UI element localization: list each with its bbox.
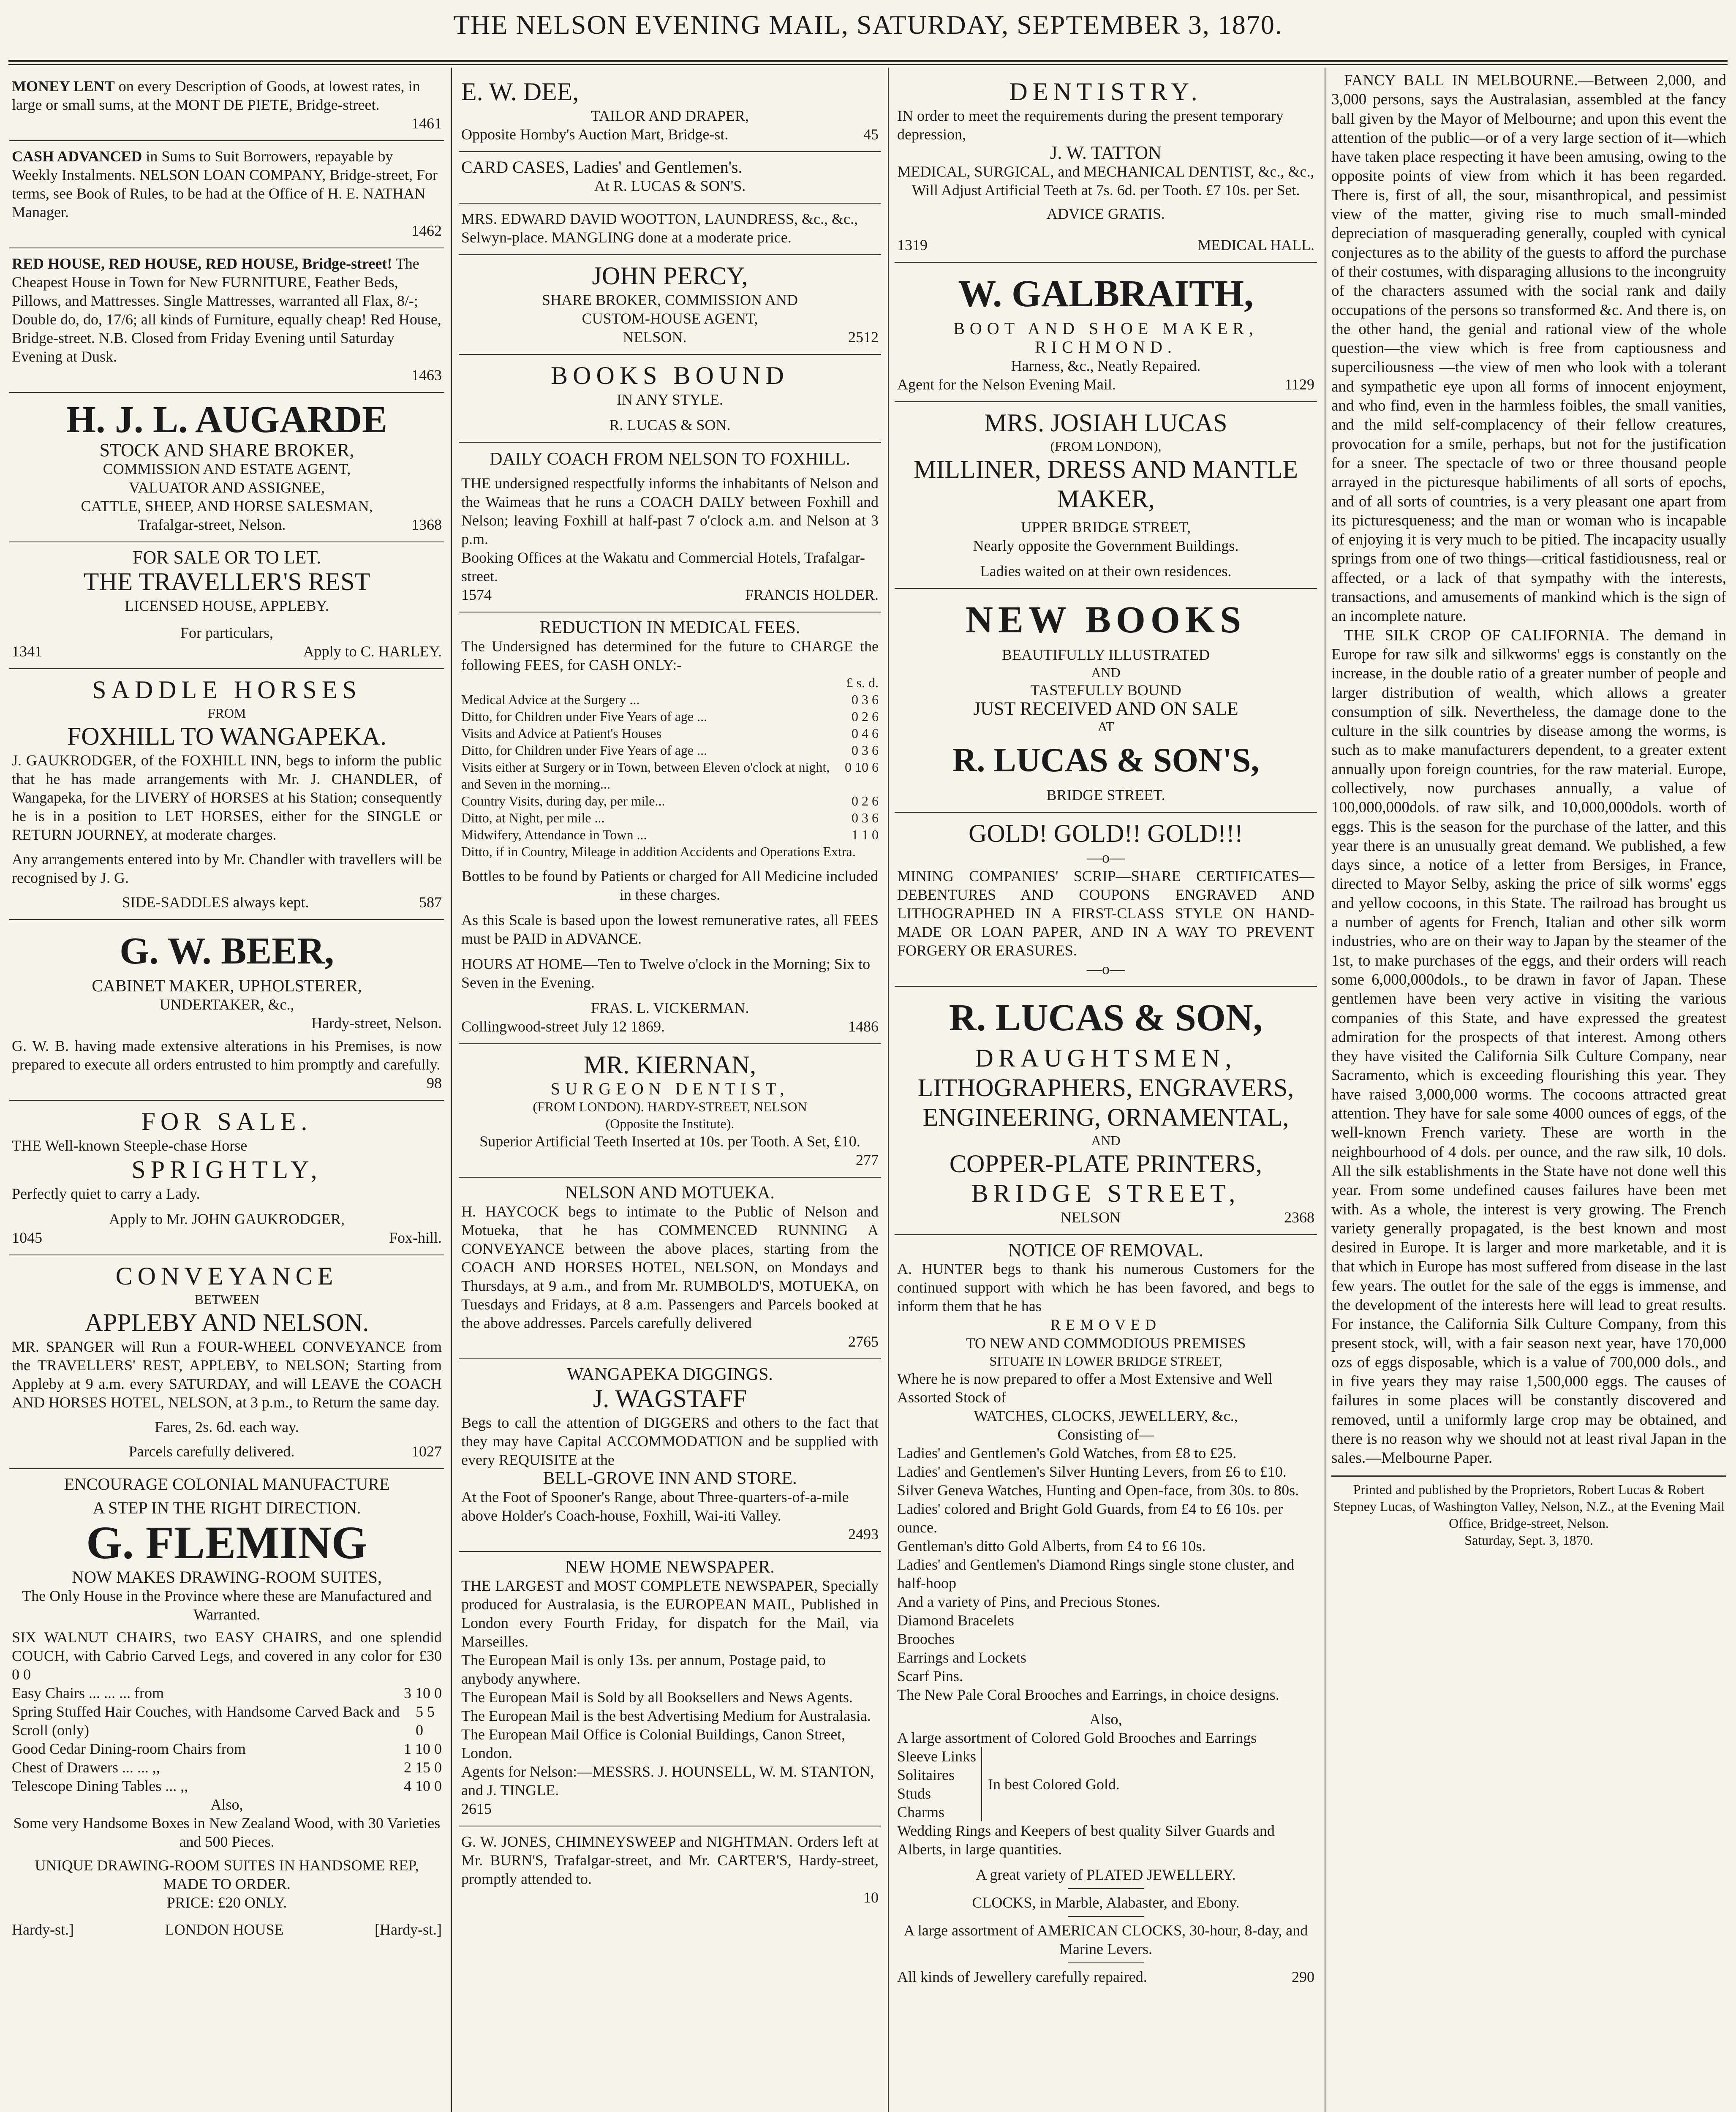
ad-new-home-newspaper [459,1552,881,1826]
ad-name: MR. KIERNAN, [583,1051,756,1079]
ad-percy [459,255,881,355]
ad-number: 1574 [461,586,492,603]
ad-wootton [459,204,881,255]
fee-row [461,691,879,708]
fee-row [461,708,879,725]
ad-line: All kinds of Jewellery carefully repaired. [897,1968,1147,1985]
ad-title: NEW HOME NEWSPAPER. [565,1557,775,1577]
fee-row [461,826,879,843]
ad-line: WATCHES, CLOCKS, JEWELLERY, &c., [974,1407,1238,1424]
ad-title: MONEY LENT [12,78,115,95]
fee-value: 0 3 6 [852,692,879,707]
ad-line: (Opposite the Institute). [605,1116,735,1131]
ad-line: UPPER BRIDGE STREET, [1020,519,1191,536]
ad-text: MR. SPANGER will Run a FOUR-WHEEL CONVEYANCE from the TRAVELLERS' REST, APPLEBY, to NELSON; Starting from Appleby at 9 a.m. every SATURDAY, and will LEAVE the COACH AND HORSES HOTEL, NELSON, at 3 p.m., to Return the same day. [12,1338,442,1411]
ad-line: TASTEFULLY BOUND [1030,682,1181,699]
ad-line: COPPER-PLATE PRINTERS, [949,1150,1263,1178]
ad-galbraith [895,263,1317,402]
ad-line: R. LUCAS & SON. [609,416,731,433]
ad-text: The Undersigned has determined for the future to CHARGE the following FEES, for CASH ONLY:- [461,638,879,673]
ad-name: SPRIGHTLY, [131,1156,322,1184]
ad-text: The European Mail is the best Advertising Medium for Australasia. [461,1707,871,1724]
column-divider [888,68,889,2112]
ad-line: BETWEEN [194,1292,259,1307]
price-item: Easy Chairs ... ... ... from [12,1685,164,1701]
ad-books-bound [459,355,881,443]
article-silk-crop: THE SILK CROP OF CALIFORNIA. The demand in Europe for raw silk and silkworms' eggs is constantly on the increase, in the double ratio of a greater number of people and larger distribution of wealth, which allows a greater consumption of silk. Nevertheless, the damage done to the culture in the silk countries by disease among the worms, is such as to make manufacturers dependent, to a greater extent annually upon foreign countries, for the raw material. Europe, collectively, now purchases annually, a value of 100,000,000dols. of raw silk, and 10,000,000dols. worth of eggs. This is the season for the purchase of the latter, and this year there is an unusually great demand. We published, a few days since, a notice of a letter from Bersiges, in France, directed to Mayor Selby, asking the price of silk worms' eggs and yellow cocoons, in this State. The railroad has brought us a number of agents for French, Italian and other silk worm industries, who are on their way to Japan by the steamer of the 1st, to make purchases of the eggs, and their orders will reach some 6,000,000dols., to be drawn in favor of Japan. These gentlemen have been very active in visiting the various companies of this State, and have expressed the greatest admiration for the prospects of that interest. Among others they have visited the California Silk Culture Company, near Sacramento, which is exceeding flourishing this year. They have raised 3,000,000 worms. The cocoons attracted great attention. They have for sale some 4000 ounces of eggs, of the well-known French variety. These are worth in the neighbourhood of 4 dols. per ounce, and the raw silk, 10 dols. All the silk establishments in the State have not done well this year. From some undefined causes failures have been met with. As a whole, the interest is very growing. The French variety generally propagated, is the best known and most desired in Europe. It is larger and more marketable, and it is that which in Europe has most suffered from disease in the last few years. The outlet for the sale of the eggs is immense, and the development of the interests here will lead to great results. For instance, the California Silk Culture Company, from this present stock, will, with a fair season next year, have 170,000 ozs of eggs disposable, which is a value of 700,000 dols., and in five years they may raise 1,500,000 eggs. The causes of failures in some places will be constantly discovered and removed, until a uniformly large crop may be obtained, and there is no reason why we should not at least rival Japan in the sales.—Melbourne Paper. [1331,626,1726,1467]
ad-money-lent [9,71,444,141]
ad-number: 1368 [411,516,442,533]
ad-line: CUSTOM-HOUSE AGENT, [582,310,758,327]
ad-text: in Sums to Suit Borrowers, repayable by Weekly Instalments. NELSON LOAN COMPANY, Bridge-street, For terms, see Book of Rules, to be had at the Office of H. E. NATHAN Manager. [12,148,438,220]
ad-line: BRIDGE STREET, [971,1179,1241,1207]
ad-footer: Hardy-st.] [12,1921,74,1938]
ad-line: A STEP IN THE RIGHT DIRECTION. [93,1498,361,1517]
ad-line: AND [1091,1133,1121,1148]
ad-mrs-lucas [895,402,1317,589]
ad-title: NOTICE OF REMOVAL. [1008,1240,1204,1260]
ad-number: 2368 [1284,1209,1314,1226]
ad-line: Sleeve Links [897,1748,976,1765]
ad-line: ENGINEERING, ORNAMENTAL, [922,1103,1289,1131]
ad-line: BELL-GROVE INN AND STORE. [543,1469,797,1488]
column-2 [459,71,881,2112]
ad-line: Harness, &c., Neatly Repaired. [1011,357,1201,374]
ad-number: 2493 [848,1526,879,1543]
price-value: 2 15 0 [404,1759,442,1776]
ad-text: G. W. JONES, CHIMNEYSWEEP and NIGHTMAN. Orders left at Mr. BURN'S, Trafalgar-street, and Mr. CARTER'S, Hardy-street, promptly attended to. [461,1833,879,1887]
ad-text: J. GAUKRODGER, of the FOXHILL INN, begs to inform the public that he has made arrangements with Mr. J. CHANDLER, of Wangapeka, for the LIVERY of HORSES at his Station; consequently he is in a position to LET HORSES, either for the SINGLE or RETURN JOURNEY, at moderate charges. [12,752,442,843]
ad-text: CARD CASES, Ladies' and Gentlemen's. [461,158,743,177]
ad-line: Perfectly quiet to carry a Lady. [12,1185,200,1202]
ad-name: W. GALBRAITH, [958,273,1254,315]
ad-number: 1129 [1284,376,1314,393]
ad-name: G. FLEMING [86,1517,368,1568]
ad-number: 1341 [12,643,42,660]
ad-line: For particulars, [180,624,273,641]
column-divider [451,68,452,2112]
ad-haycock [459,1178,881,1359]
jewellery-item: Earrings and Lockets [897,1649,1026,1666]
jewellery-list [897,1444,1314,1704]
ad-line: Opposite Hornby's Auction Mart, Bridge-st. [461,126,729,143]
ad-line: BRIDGE STREET. [1046,787,1165,803]
imprint [1331,1475,1726,1549]
ad-name: H. J. L. AUGARDE [66,399,388,441]
ad-line: TAILOR AND DRAPER, [590,107,749,124]
ad-number: 1045 [12,1229,42,1246]
price-item: Spring Stuffed Hair Couches, with Handsome Carved Back and Scroll (only) [12,1703,400,1739]
ad-name: R. LUCAS & SON'S, [952,742,1260,779]
ad-line: MEDICAL, SURGICAL, and MECHANICAL DENTIST, &c., &c., [897,163,1314,180]
price-item: Telescope Dining Tables ... ,, [12,1777,188,1794]
imprint-date: Saturday, Sept. 3, 1870. [1464,1532,1593,1548]
ad-title: DENTISTRY. [1009,78,1203,106]
fee-value: 0 3 6 [852,810,879,825]
column-3 [895,71,1317,2112]
ad-text: MINING COMPANIES' SCRIP—SHARE CERTIFICATES—DEBENTURES AND COUPONS ENGRAVED AND LITHOGRAPHED IN A FIRST-CLASS STYLE ON HAND-MADE OR LOAN PAPER, AND IN A WAY TO PREVENT FORGERY OR ERASURES. [897,868,1314,959]
fee-item: Ditto, for Children under Five Years of age ... [461,743,707,758]
price-list [12,1684,442,1795]
jewellery-item: The New Pale Coral Brooches and Earrings, in choice designs. [897,1686,1279,1703]
ad-number: 10 [863,1889,879,1906]
ad-jones-chimneysweep [459,1826,881,1914]
ad-separator: —o— [1087,849,1125,866]
ad-line: (FROM LONDON), [1050,438,1162,454]
ad-number: 45 [863,126,879,143]
ad-dee [459,71,881,152]
ad-line: FRANCIS HOLDER. [745,586,879,603]
jewellery-item: Diamond Bracelets [897,1612,1014,1629]
ad-title: DAILY COACH FROM NELSON TO FOXHILL. [490,449,850,469]
ad-name: E. W. DEE, [461,78,579,106]
fee-item: Country Visits, during day, per mile... [461,793,665,808]
price-value: 5 5 0 [416,1703,435,1739]
imprint-text: Printed and published by the Proprietors, Robert Lucas & Robert Stepney Lucas, of Washington Valley, Nelson, N.Z., at the Evening Mail Office, Bridge-street, Nelson. [1333,1481,1725,1531]
gold-items [897,1747,1314,1821]
fee-row [461,742,879,759]
ad-line: Studs [897,1785,931,1802]
ad-text: Agents for Nelson:—MESSRS. J. HOUNSELL, W. M. STANTON, and J. TINGLE. [461,1763,874,1799]
ad-line: Ladies waited on at their own residences. [980,563,1232,580]
ad-line: CATTLE, SHEEP, AND HORSE SALESMAN, [81,498,373,514]
ad-line: REMOVED [1050,1316,1161,1333]
ad-line: £ s. d. [846,675,879,690]
ad-title: SADDLE HORSES [92,676,362,704]
price-row [12,1758,442,1777]
ad-text: Booking Offices at the Wakatu and Commercial Hotels, Trafalgar-street. [461,549,865,585]
ad-line: A great variety of PLATED JEWELLERY. [976,1866,1236,1883]
ad-text: A large assortment of Colored Gold Brooches and Earrings [897,1729,1257,1746]
price-value: 1 10 0 [404,1740,442,1757]
ad-number: 290 [1292,1968,1314,1985]
ad-text: SIX WALNUT CHAIRS, two EASY CHAIRS, and one splendid COUCH, with Cabrio Carved Legs, and covered in any color for £30 0 0 [12,1629,442,1683]
ad-line: AT [1097,719,1114,734]
ad-name: JOHN PERCY, [592,262,748,290]
ad-line: FOXHILL TO WANGAPEKA. [67,722,387,750]
fee-item: Medical Advice at the Surgery ... [461,692,640,707]
ad-separator: —o— [1087,961,1125,977]
ad-title: NELSON AND MOTUEKA. [565,1183,775,1203]
ad-number: 1486 [848,1018,879,1035]
ad-line: NOW MAKES DRAWING-ROOM SUITES, [72,1568,382,1587]
ad-text: Any arrangements entered into by Mr. Chandler with travellers will be recognised by J. G. [12,851,442,886]
masthead: THE NELSON EVENING MAIL, SATURDAY, SEPTEMBER 3, 1870. [453,10,1283,40]
ad-line: LICENSED HOUSE, APPLEBY. [125,597,329,614]
ad-line: SITUATE IN LOWER BRIDGE STREET, [989,1353,1222,1369]
ad-line: Also, [210,1796,243,1813]
fee-value: 1 1 0 [852,827,879,842]
ad-line: A large assortment of AMERICAN CLOCKS, 30-hour, 8-day, and Marine Levers. [903,1922,1308,1957]
ad-line: NELSON. [623,329,687,346]
ad-line: JUST RECEIVED AND ON SALE [973,698,1238,719]
ad-text: Ditto, if in Country, Mileage in addition Accidents and Operations Extra. [461,844,856,859]
ad-text: HOURS AT HOME—Ten to Twelve o'clock in the Morning; Six to Seven in the Evening. [461,955,871,991]
column-4 [1331,71,1726,2112]
ad-text: on every Description of Goods, at lowest rates, in large or small sums, at the MONT DE PIETE, Bridge-street. [12,78,420,113]
ad-line: STOCK AND SHARE BROKER, [99,440,354,460]
jewellery-item: Ladies' colored and Bright Gold Guards, from £4 to £6 10s. per ounce. [897,1500,1283,1536]
column-1 [9,71,444,2112]
ad-title: BOOKS BOUND [551,362,789,389]
ad-line: PRICE: £20 ONLY. [166,1894,287,1911]
ad-fleming [9,1469,444,1946]
jewellery-item: Ladies' and Gentlemen's Silver Hunting Levers, from £6 to £10. [897,1463,1287,1480]
ad-line: Fox-hill. [389,1229,442,1246]
ad-text: The European Mail is Sold by all Booksellers and News Agents. [461,1689,853,1706]
ad-line: Some very Handsome Boxes in New Zealand Wood, with 30 Varieties and 500 Pieces. [13,1815,441,1850]
jewellery-item: Brooches [897,1630,955,1647]
ad-text: As this Scale is based upon the lowest remunerative rates, all FEES must be PAID in ADVANCE. [461,912,879,947]
ad-cash-advanced [9,141,444,248]
ad-red-house [9,248,444,393]
price-row [12,1777,442,1795]
ad-line: MEDICAL HALL. [1197,237,1314,253]
ad-text: THE LARGEST and MOST COMPLETE NEWSPAPER, Specially produced for Australasia, is the EUROPEAN MAIL, Published in London every Fourth Friday, for dispatch for the Mail, via Marseilles. [461,1577,879,1650]
ad-line: Trafalgar-street, Nelson. [137,516,286,533]
ad-daily-coach [459,443,881,612]
ad-gold-scrip [895,813,1317,987]
masthead-rule-thin [8,64,1728,65]
ad-name: G. W. BEER, [120,930,334,972]
jewellery-item: And a variety of Pins, and Precious Stones. [897,1593,1160,1610]
ad-line: Agent for the Nelson Evening Mail. [897,376,1116,393]
ad-line: SHARE BROKER, COMMISSION AND [541,291,798,308]
ad-line: Hardy-street, Nelson. [311,1015,442,1032]
ad-line: In best Colored Gold. [988,1776,1120,1793]
ad-line: Consisting of— [1057,1426,1154,1443]
price-row [12,1702,442,1739]
ad-conveyance [9,1255,444,1469]
fee-item: Ditto, for Children under Five Years of age ... [461,709,707,724]
ad-footer: [Hardy-st.] [375,1921,442,1938]
ad-line: Parcels carefully delivered. [128,1443,295,1460]
fee-value: 0 2 6 [852,709,879,724]
ad-line: COMMISSION AND ESTATE AGENT, [103,460,351,477]
ad-line: Also, [1089,1711,1122,1728]
ad-line: DRAUGHTSMEN, [975,1044,1237,1072]
ad-title: RED HOUSE, RED HOUSE, RED HOUSE, Bridge-street! [12,255,392,272]
ad-line: Fares, 2s. 6d. each way. [155,1418,299,1435]
fee-list [461,691,879,843]
ad-number: 587 [419,894,442,911]
price-row [12,1684,442,1702]
fee-row [461,725,879,742]
ad-title: WANGAPEKA DIGGINGS. [567,1365,773,1384]
fee-value: 0 3 6 [852,743,879,758]
ad-line: VALUATOR AND ASSIGNEE, [129,479,325,496]
ad-for-sale-or-let [9,542,444,669]
ad-text: Begs to call the attention of DIGGERS and others to the fact that they may have Capital ACCOMMODATION and be supplied with every REQUISITE at the [461,1414,879,1468]
ad-text: A. HUNTER begs to thank his numerous Customers for the continued support with which he has been favored, and begs to inform them that he has [897,1260,1314,1315]
ad-number: 277 [856,1151,879,1168]
ad-line: FROM [207,705,246,721]
ad-name: J. WAGSTAFF [593,1385,747,1413]
ad-title: ENCOURAGE COLONIAL MANUFACTURE [64,1475,390,1494]
ad-text: At the Foot of Spooner's Range, about Three-quarters-of-a-mile above Holder's Coach-house, Foxhill, Wai-iti Valley. [461,1489,849,1524]
ad-line: BOOT AND SHOE MAKER, [953,319,1258,338]
ad-text: H. HAYCOCK begs to intimate to the Public of Nelson and Motueka, that he has COMMENCED RUNNING A CONVEYANCE between the above places, starting from the COACH AND HORSES HOTEL, NELSON, on Mondays and Thursdays, at 9 a.m., and from Mr. RUMBOLD'S, MOTUEKA, on Tuesdays and Fridays, at 8 a.m. Passengers and Parcels booked at the above addresses. Parcels carefully delivered [461,1203,879,1331]
ad-line: The Only House in the Province where these are Manufactured and Warranted. [22,1587,432,1623]
article [1331,71,1726,1468]
ad-text: Bottles to be found by Patients or charged for All Medicine included in these charges. [461,868,879,903]
ad-title: FOR SALE. [141,1108,313,1135]
ad-number: 2615 [461,1800,492,1817]
ad-line: Solitaires [897,1766,955,1783]
ad-horse-for-sale [9,1101,444,1255]
ad-text: The European Mail is only 13s. per annum, Postage paid, to anybody anywhere. [461,1652,826,1687]
fee-item: Ditto, at Night, per mile ... [461,810,605,825]
jewellery-item: Ladies' and Gentlemen's Diamond Rings single stone cluster, and half-hoop [897,1556,1295,1592]
ad-line: Nearly opposite the Government Buildings. [973,537,1239,554]
ad-line: NELSON [1061,1209,1121,1226]
ad-saddle-horses [9,669,444,920]
ad-dentistry [895,71,1317,263]
ad-number: 1463 [411,367,442,384]
ad-text: Where he is now prepared to offer a Most Extensive and Well Assorted Stock of [897,1370,1273,1406]
jewellery-item: Gentleman's ditto Gold Alberts, from £4 to £6 10s. [897,1538,1206,1554]
ad-medical-fees [459,612,881,1044]
fee-row [461,759,879,792]
fee-item: Visits and Advice at Patient's Houses [461,726,662,741]
ad-title: GOLD! GOLD!! GOLD!!! [969,819,1243,847]
ad-number: 98 [427,1075,442,1091]
ad-line: APPLEBY AND NELSON. [84,1309,369,1336]
price-item: Good Cedar Dining-room Chairs from [12,1740,246,1757]
ad-r-lucas-son [895,987,1317,1235]
ad-name: THE TRAVELLER'S REST [83,568,370,596]
ad-text: The European Mail Office is Colonial Buildings, Canon Street, London. [461,1726,846,1761]
ad-title: FOR SALE OR TO LET. [132,547,321,568]
price-row [12,1739,442,1758]
ad-line: ADVICE GRATIS. [1046,205,1165,222]
ad-line: Will Adjust Artificial Teeth at 7s. 6d. per Tooth. £7 10s. per Set. [912,182,1300,199]
ad-number: 1462 [411,222,442,239]
ad-text: Wedding Rings and Keepers of best quality Silver Guards and Alberts, in large quantities. [897,1822,1275,1858]
ad-text: THE Well-known Steeple-chase Horse [12,1137,248,1154]
fee-item: Visits either at Surgery or in Town, between Eleven o'clock at night, and Seven in the morning... [461,759,830,792]
ad-line: BEAUTIFULLY ILLUSTRATED [1001,646,1210,663]
ad-hunter-removal [895,1235,1317,1994]
price-item: Chest of Drawers ... ... ,, [12,1759,160,1776]
ad-line: CLOCKS, in Marble, Alabaster, and Ebony. [972,1894,1240,1911]
fee-item: Midwifery, Attendance in Town ... [461,827,647,842]
ad-line: Apply to C. HARLEY. [303,643,442,660]
ad-line: UNDERTAKER, &c., [159,996,294,1013]
ad-name: R. LUCAS & SON, [949,997,1263,1039]
fee-row [461,792,879,809]
jewellery-item: Silver Geneva Watches, Hunting and Open-face, from 30s. to 80s. [897,1482,1299,1499]
price-value: 3 10 0 [404,1685,442,1701]
ad-text: THE undersigned respectfully informs the inhabitants of Nelson and the Waimeas that he runs a COACH DAILY between Foxhill and Nelson; leaving Foxhill at half-past 7 o'clock a.m. and Nelson at 3 p.m. [461,475,879,547]
ad-new-books [895,589,1317,813]
ad-line: SURGEON DENTIST, [550,1079,789,1098]
ad-line: AND [1091,665,1121,680]
fee-row [461,809,879,826]
ad-line: UNIQUE DRAWING-ROOM SUITES IN HANDSOME REP, MADE TO ORDER. [35,1857,419,1892]
ad-title: REDUCTION IN MEDICAL FEES. [539,618,800,637]
ad-line: SIDE-SADDLES always kept. [122,894,309,911]
ad-augarde [9,393,444,542]
ad-number: 2765 [848,1333,879,1350]
ad-text: Superior Artificial Teeth Inserted at 10s. per Tooth. A Set, £10. [479,1133,860,1150]
ad-footer: LONDON HOUSE [165,1921,284,1938]
ad-text: MRS. EDWARD DAVID WOOTTON, LAUNDRESS, &c., &c., Selwyn-place. MANGLING done at a moderate price. [461,210,858,246]
jewellery-item: Scarf Pins. [897,1668,963,1685]
ad-name: J. W. TATTON [1050,142,1162,163]
ad-line: Charms [897,1804,944,1821]
ad-kiernan [459,1044,881,1178]
ad-line: Apply to Mr. JOHN GAUKRODGER, [109,1211,345,1227]
jewellery-item: Ladies' and Gentlemen's Gold Watches, from £8 to £25. [897,1445,1237,1462]
ad-title: CASH ADVANCED [12,148,142,165]
ad-beer [9,920,444,1101]
ad-line: FRAS. L. VICKERMAN. [590,999,749,1016]
fee-value: 0 2 6 [852,793,879,808]
ad-text: IN order to meet the requirements during the present temporary depression, [897,107,1284,143]
ad-line: Collingwood-street July 12 1869. [461,1018,665,1035]
ad-number: 1461 [411,115,442,132]
ad-line: RICHMOND. [1035,337,1177,357]
ad-line: MILLINER, DRESS AND MANTLE MAKER, [914,455,1298,513]
masthead-rule [8,60,1728,62]
ad-wagstaff [459,1359,881,1552]
ad-number: 1319 [897,237,928,253]
ad-number: 1027 [411,1443,442,1460]
ad-line: IN ANY STYLE. [617,391,723,408]
ad-line: TO NEW AND COMMODIOUS PREMISES [966,1335,1246,1352]
article-fancy-ball: FANCY BALL IN MELBOURNE.—Between 2,000, and 3,000 persons, says the Australasian, assembled at the fancy ball given by the Mayor of Melbourne; and upon this event the attention of the public—or of a very large section of it—which have taken place respecting it have been amusing, owing to the opposite points of view from which it has been regarded. There is, first of all, the sour, misanthropical, and pessimist view of the matter, giving rise to much small-minded depreciation of masquerading generally, coupled with cynical conjectures as to the ability of the guests to afford the purchase of their costumes, with disparaging allusions to the incongruity of the characters assumed with the social rank and daily occupations of the persons so transformed &c. And there is, on the other hand, the genial and rational view of the whole question—the view which is free from captiousness and superciliousness —the view of men who look with a tolerant and sympathetic eye upon all forms of innocent enjoyment, and who find, even in the harmless foibles, the small vanities, and the mild self-complacency of their fellow creatures, provocation for a smile, perhaps, but not for the justification for a sneer. The spectacle of two or three thousand people arrayed in the picturesque habiliments of all sorts of epochs, and of all sorts of countries, is a very pleasant one apart from its picturesqueness; and the man or woman who is incapable of enjoying it is very much to be pitied. The incapacity usually springs from one of two things—critical fastidiousness, real or affected, or a lack of that sympathy with the interests, transactions, and amusements of mankind which is the sign of an incomplete nature. [1331,72,1726,625]
ad-title: NEW BOOKS [966,599,1246,641]
ad-number: 2512 [848,329,879,346]
price-value: 4 10 0 [404,1777,442,1794]
fee-value: 0 10 6 [845,759,879,775]
ad-text: The Cheapest House in Town for New FURNITURE, Feather Beds, Pillows, and Mattresses. Single Mattresses, warranted all Flax, 8/-; Double do, do, 17/6; all kinds of Furniture, equally cheap! Red House, Bridge-street. N.B. Closed from Friday Evening until Saturday Evening at Dusk. [12,255,441,365]
ad-line: CABINET MAKER, UPHOLSTERER, [92,976,362,995]
fee-value: 0 4 6 [852,726,879,741]
ad-card-cases [459,152,881,204]
ad-text: G. W. B. having made extensive alterations in his Premises, is now prepared to execute all orders entrusted to him promptly and carefully. [12,1037,442,1073]
ad-line: (FROM LONDON). HARDY-STREET, NELSON [533,1099,807,1114]
ad-line: At R. LUCAS & SON'S. [594,177,746,194]
ad-title: CONVEYANCE [115,1262,338,1290]
ad-line: LITHOGRAPHERS, ENGRAVERS, [917,1074,1294,1102]
ad-name: MRS. JOSIAH LUCAS [984,409,1227,437]
